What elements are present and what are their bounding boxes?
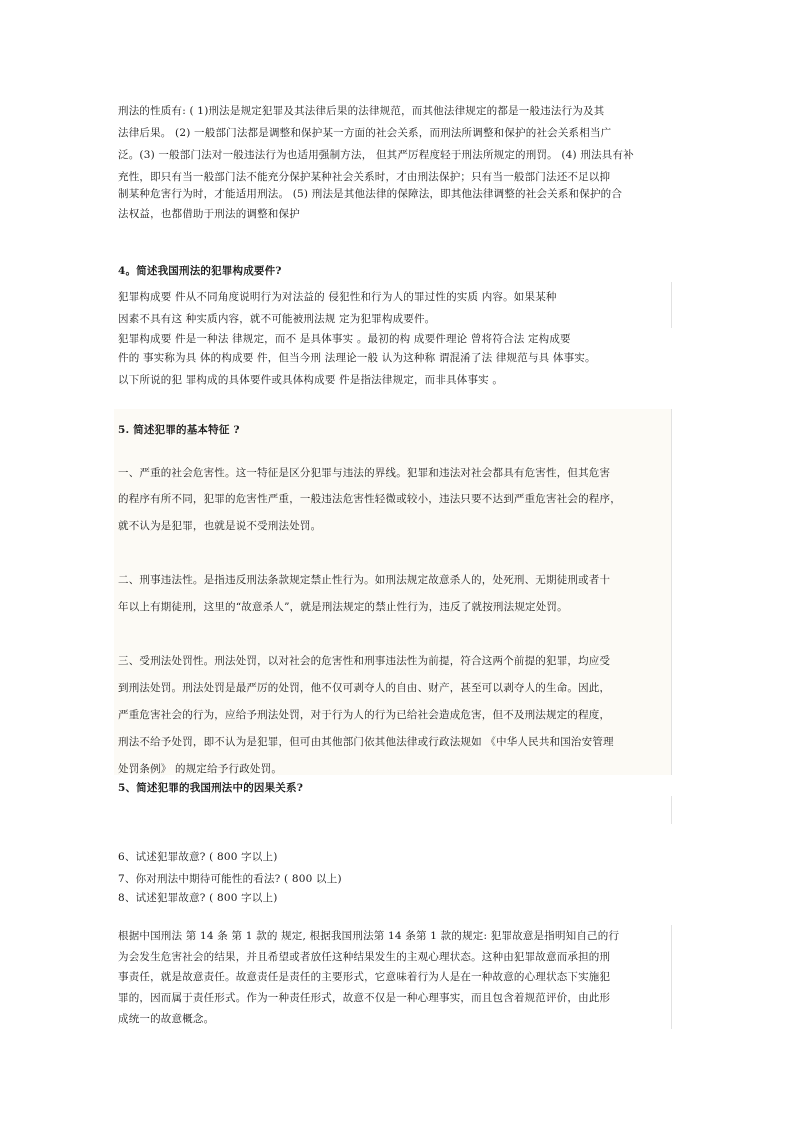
paragraph-line: 事责任，就是故意责任。故意责任是责任的主要形式，它意味着行为人是在一种故意的心理状态下实施犯	[118, 971, 611, 983]
paragraph-line: 年以上有期徒刑，这里的“故意杀人”，就是刑法规定的禁止性行为，违反了就按刑法规定处罚。	[118, 601, 568, 613]
paragraph-line: 罪的，因而属于责任形式。作为一种责任形式，故意不仅是一种心理事实，而且包含着规范评价，由此形	[118, 992, 611, 1004]
paragraph-line: 三、受刑法处罚性。刑法处罚，以对社会的危害性和刑事违法性为前提，符合这两个前提的犯罪，均应受	[118, 655, 611, 667]
question-heading: 5、简述犯罪的我国刑法中的因果关系?	[118, 782, 304, 794]
paragraph-line: 就不认为是犯罪，也就是说不受刑法处罚。	[118, 520, 322, 532]
paragraph-line: 法权益，也都借助于刑法的调整和保护	[118, 208, 300, 220]
paragraph-line: 到刑法处罚。刑法处罚是最严厉的处罚，他不仅可剥夺人的自由、财产，甚至可以剥夺人的生命。因此，	[118, 682, 611, 694]
paragraph-line: 二、刑事违法性。是指违反刑法条款规定禁止性行为。如刑法规定故意杀人的，处死刑、无期徒刑或者十	[118, 574, 611, 586]
paragraph-line: 严重危害社会的行为，应给予刑法处罚，对于行为人的行为已给社会造成危害，但不及刑法规定的程度，	[118, 709, 611, 721]
question-heading: 4。简述我国刑法的犯罪构成要件?	[118, 265, 282, 277]
paragraph-line: 犯罪构成要 件从不同角度说明行为对法益的 侵犯性和行为人的罪过性的实质 内容。如果某种	[118, 291, 557, 303]
paragraph-line: 一、严重的社会危害性。这一特征是区分犯罪与违法的界线。犯罪和违法对社会都具有危害性，但其危害	[118, 467, 611, 479]
divider	[671, 925, 672, 1029]
paragraph-line: 为会发生危害社会的结果，并且希望或者放任这种结果发生的主观心理状态。这种由犯罪故意而承担的刑	[118, 951, 611, 963]
paragraph-line: 件的 事实称为具 体的构成要 件，但当今刑 法理论一般 认为这种称 谓混淆了法 律规范与具 体事实。	[118, 352, 596, 364]
paragraph-line: 犯罪构成要 件是一种法 律规定，而不 是具体事实 。最初的构 成要件理论 曾将符合法 定构成要	[118, 333, 571, 345]
divider	[671, 409, 672, 775]
paragraph-line: 充性，即只有当一般部门法不能充分保护某种社会关系时，才由刑法保护；只有当一般部门法还不足以抑	[118, 171, 611, 183]
paragraph-line: 因素不具有这 种实质内容，就不可能被刑法规 定为犯罪构成要件。	[118, 313, 436, 325]
paragraph-line: 的程序有所不同，犯罪的危害性严重，一般违法危害性轻微或较小，违法只要不达到严重危害社会的程序，	[118, 493, 621, 505]
paragraph-line: 泛。(3) 一般部门法对一般违法行为也适用强制方法， 但其严厉程度轻于刑法所规定的刑罚。 (4) 刑法具有补	[118, 149, 634, 161]
paragraph-line: 处罚条例》 的规定给予行政处罚。	[118, 763, 283, 775]
question-line: 7、你对刑法中期待可能性的看法? ( 800 以上)	[118, 873, 342, 885]
question-line: 6、试述犯罪故意? ( 800 字以上)	[118, 851, 278, 863]
paragraph-line: 刑法不给予处罚，即不认为是犯罪，但可由其他部门依其他法律或行政法规如 《中华人民共和国治安管理	[118, 736, 614, 748]
paragraph-line: 成统一的故意概念。	[118, 1013, 215, 1025]
divider	[671, 796, 672, 824]
paragraph-line: 制某种危害行为时，才能适用刑法。 (5) 刑法是其他法律的保障法，即其他法律调整的社会关系和保护的合	[118, 188, 623, 200]
paragraph-line: 根据中国刑法 第 14 条 第 1 款的 规定, 根据我国刑法第 14 条第 1 款的规定: 犯罪故意是指明知自己的行	[118, 930, 620, 942]
question-line: 8、试述犯罪故意? ( 800 字以上)	[118, 892, 278, 904]
paragraph-line: 刑法的性质有: ( 1)刑法是规定犯罪及其法律后果的法律规范，而其他法律规定的都是一般违法行为及其	[118, 105, 605, 117]
paragraph-line: 以下所说的犯 罪构成的具体要件或具体构成要 件是指法律规定，而非具体事实 。	[118, 374, 504, 386]
paragraph-line: 法律后果。 (2) 一般部门法都是调整和保护某一方面的社会关系，而刑法所调整和保护的社会关系相当广	[118, 127, 612, 139]
divider	[671, 282, 672, 328]
question-heading: 5. 简述犯罪的基本特征 ?	[118, 424, 240, 436]
